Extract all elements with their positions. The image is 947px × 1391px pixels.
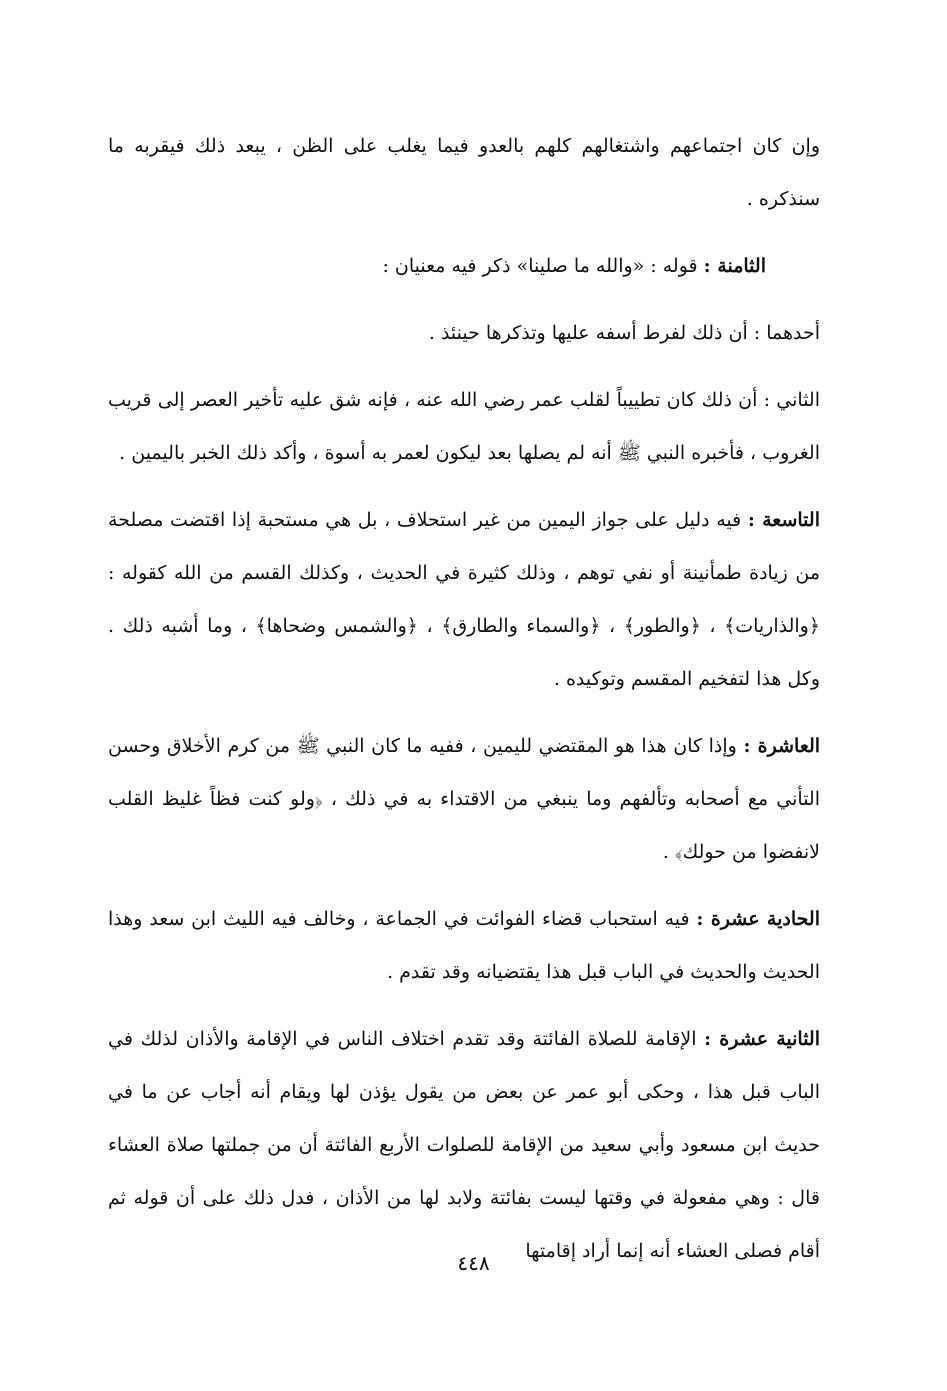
paragraph-text: قوله : «والله ما صلينا» ذكر فيه معنيان : bbox=[382, 255, 704, 277]
paragraph-6 bbox=[108, 720, 820, 879]
paragraph-5 bbox=[108, 494, 820, 706]
paragraph-8 bbox=[108, 1013, 820, 1278]
paragraph-text: الثاني : أن ذلك كان تطييباً لقلب عمر رضي الله عنه ، فإنه شق عليه تأخير العصر إلى قريب الغروب ، فأخبره النبي ﷺ أنه لم يصلها بعد ليكون لعمر به أسوة ، وأكد ذلك الخبر باليمين . bbox=[108, 389, 820, 464]
paragraph-text: أحدهما : أن ذلك لفرط أسفه عليها وتذكرها حينئذ . bbox=[428, 322, 820, 344]
page-body bbox=[108, 120, 820, 1292]
paragraph-1 bbox=[108, 120, 820, 226]
paragraph-heading: الثامنة : bbox=[703, 255, 766, 277]
paragraph-text: فيه استحباب قضاء الفوائت في الجماعة ، وخالف فيه الليث ابن سعد وهذا الحديث والحديث في الباب قبل هذا يقتضيانه وقد تقدم . bbox=[108, 908, 820, 983]
paragraph-heading: العاشرة : bbox=[743, 735, 821, 757]
paragraph-text: فيه دليل على جواز اليمين من غير استحلاف ، بل هي مستحبة إذا اقتضت مصلحة من زيادة طمأنينة أو نفي توهم ، وذلك كثيرة في الحديث ، وكذلك القسم من الله كقوله : ﴿والذاريات﴾ ، ﴿والطور﴾ ، ﴿والسماء والطارق﴾ ، ﴿والشمس وضحاها﴾ ، وما أشبه ذلك . وكل هذا لتفخيم المقسم وتوكيده . bbox=[108, 509, 820, 690]
paragraph-3 bbox=[108, 307, 820, 360]
paragraph-4 bbox=[108, 374, 820, 480]
paragraph-7 bbox=[108, 893, 820, 999]
paragraph-heading: الثانية عشرة : bbox=[704, 1028, 820, 1050]
paragraph-heading: التاسعة : bbox=[747, 509, 820, 531]
page-number: ٤٤٨ bbox=[457, 1251, 490, 1275]
paragraph-text: الإقامة للصلاة الفائتة وقد تقدم اختلاف الناس في الإقامة والأذان لذلك في الباب قبل هذا ، وحكى أبو عمر عن بعض من يقول يؤذن لها ويقام أنه أجاب عن ما في حديث ابن مسعود وأبي سعيد من الإقامة للصلوات الأربع الفائتة أن من جملتها صلاة العشاء قال : وهي مفعولة في وقتها ليست بفائتة ولابد لها من الأذان ، فدل ذلك على أن قوله ثم أقام فصلى العشاء أنه إنما أراد إقامتها bbox=[108, 1028, 820, 1262]
paragraph-text: وإذا كان هذا هو المقتضي لليمين ، ففيه ما كان النبي ﷺ من كرم الأخلاق وحسن التأني مع أصحابه وتألفهم وما ينبغي من الاقتداء به في ذلك ، ﴿ولو كنت فظاً غليظ القلب لانفضوا من حولك﴾ . bbox=[108, 735, 820, 863]
paragraph-heading: الحادية عشرة : bbox=[696, 908, 820, 930]
paragraph-text: وإن كان اجتماعهم واشتغالهم كلهم بالعدو فيما يغلب على الظن ، يبعد ذلك فيقربه ما سنذكره . bbox=[108, 135, 820, 210]
paragraph-2 bbox=[108, 240, 820, 293]
